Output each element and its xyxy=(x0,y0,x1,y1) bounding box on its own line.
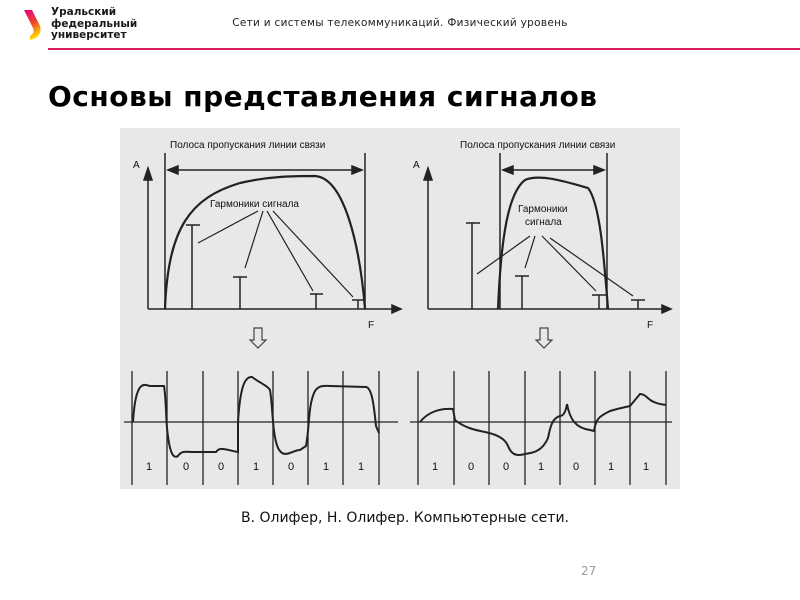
left-bandwidth-label: Полоса пропускания линии связи xyxy=(170,140,326,151)
left-harmonics-label: Гармоники сигнала xyxy=(210,199,299,210)
bit-label: 1 xyxy=(146,461,153,473)
right-harmonics-label-1: Гармоники xyxy=(518,204,568,215)
bit-label: 1 xyxy=(643,461,650,473)
signal-spectrum-figure xyxy=(120,128,680,489)
bit-label: 1 xyxy=(253,461,260,473)
slide-title: Основы представления сигналов xyxy=(48,80,598,113)
right-y-axis-label: A xyxy=(413,160,420,171)
course-title: Сети и системы телекоммуникаций. Физический уровень xyxy=(232,17,568,29)
right-bandwidth-label: Полоса пропускания линии связи xyxy=(460,140,616,151)
bit-label: 0 xyxy=(468,461,475,473)
bit-label: 0 xyxy=(183,461,190,473)
right-x-axis-label: F xyxy=(647,320,654,331)
right-harmonics-label-2: сигнала xyxy=(525,217,562,228)
left-x-axis-label: F xyxy=(368,320,375,331)
logo-line-2: федеральный xyxy=(51,17,138,30)
left-y-axis-label: A xyxy=(133,160,140,171)
bit-label: 0 xyxy=(503,461,510,473)
bit-label: 1 xyxy=(358,461,365,473)
caption-text: В. Олифер, Н. Олифер. Компьютерные сети. xyxy=(240,510,569,526)
page-number: 27 xyxy=(581,564,597,578)
down-arrow-icon xyxy=(250,328,552,348)
logo-line-1: Уральский xyxy=(51,6,117,18)
source-caption xyxy=(0,510,800,526)
bit-label: 0 xyxy=(218,461,225,473)
bit-label: 0 xyxy=(573,461,580,473)
logo-line-3: университет xyxy=(51,29,127,41)
header-divider xyxy=(48,48,800,50)
bit-label: 1 xyxy=(608,461,615,473)
bit-label: 1 xyxy=(538,461,545,473)
bit-label: 0 xyxy=(288,461,295,473)
bit-label: 1 xyxy=(323,461,330,473)
bit-label: 1 xyxy=(432,461,439,473)
